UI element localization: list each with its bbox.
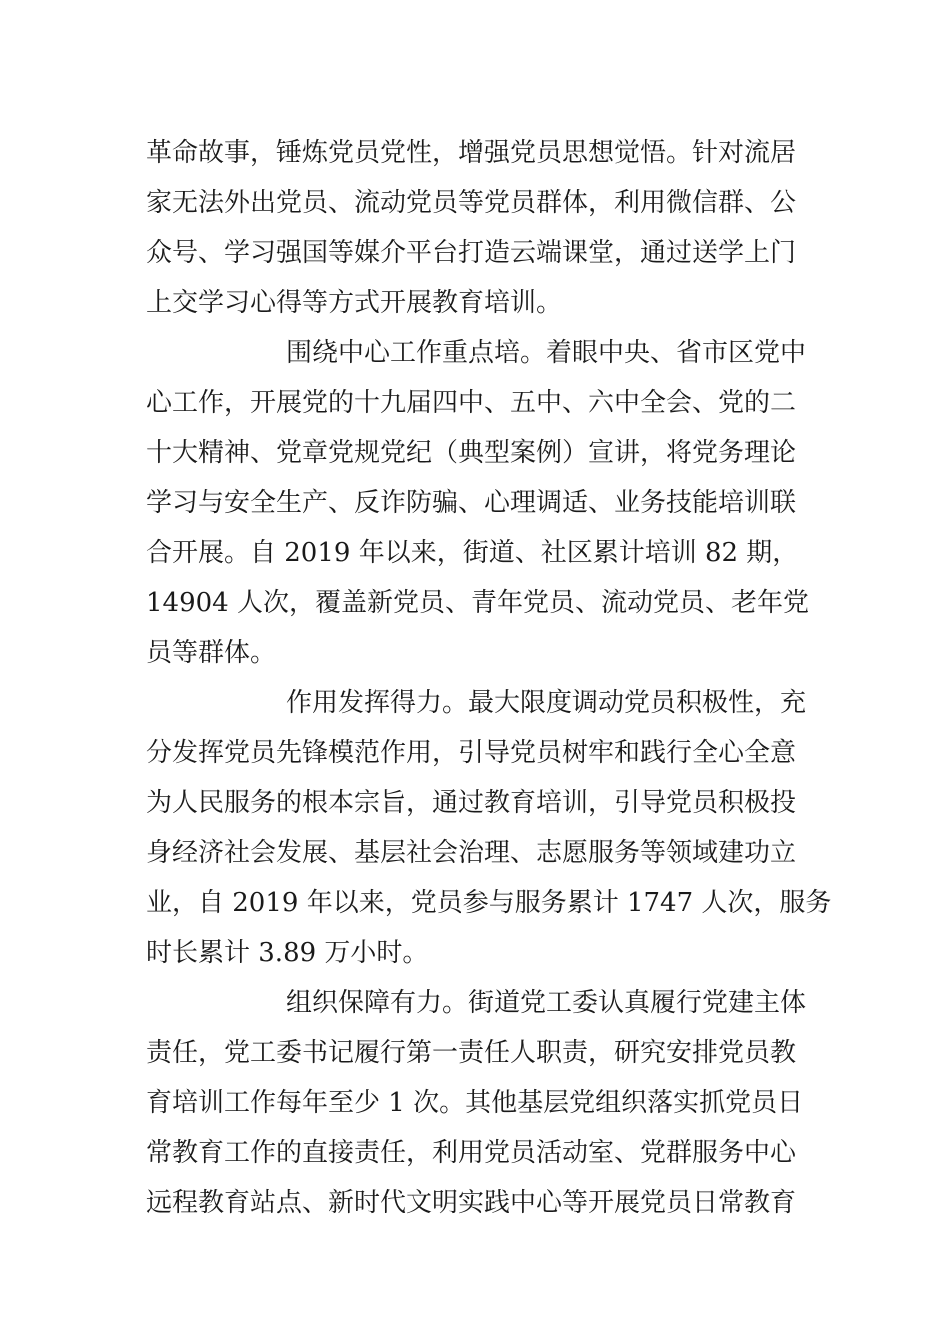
paragraph-2-line-4: 学习与安全生产、反诈防骗、心理调适、业务技能培训联 [146,488,797,518]
paragraph-4-line-5: 远程教育站点、新时代文明实践中心等开展党员日常教育 [146,1188,797,1218]
paragraph-2-line-6: 14904 人次，覆盖新党员、青年党员、流动党员、老年党 [146,588,809,618]
paragraph-3-line-4: 身经济社会发展、基层社会治理、志愿服务等领域建功立 [146,838,797,868]
paragraph-2-line-3: 十大精神、党章党规党纪（典型案例）宣讲，将党务理论 [146,438,797,468]
paragraph-3-line-5: 业，自 2019 年以来，党员参与服务累计 1747 人次，服务 [146,888,832,918]
paragraph-4-line-1: 组织保障有力。街道党工委认真履行党建主体 [286,988,807,1018]
paragraph-3-line-2: 分发挥党员先锋模范作用，引导党员树牢和践行全心全意 [146,738,797,768]
body-text [146,128,832,1228]
paragraph-1-line-1: 革命故事，锤炼党员党性，增强党员思想觉悟。针对流居 [146,138,797,168]
paragraph-2-line-2: 心工作，开展党的十九届四中、五中、六中全会、党的二 [146,388,797,418]
paragraph-1-line-2: 家无法外出党员、流动党员等党员群体，利用微信群、公 [146,188,797,218]
paragraph-3-line-1: 作用发挥得力。最大限度调动党员积极性，充 [286,688,807,718]
paragraph-2-line-5: 合开展。自 2019 年以来，街道、社区累计培训 82 期， [146,538,799,568]
paragraph-2-line-1: 围绕中心工作重点培。着眼中央、省市区党中 [286,338,807,368]
paragraph-1-line-4: 上交学习心得等方式开展教育培训。 [146,288,563,318]
paragraph-3-line-3: 为人民服务的根本宗旨，通过教育培训，引导党员积极投 [146,788,797,818]
paragraph-3-line-6: 时长累计 3.89 万小时。 [146,938,429,968]
paragraph-1-line-3: 众号、学习强国等媒介平台打造云端课堂，通过送学上门 [146,238,797,268]
paragraph-4-line-3: 育培训工作每年至少 1 次。其他基层党组织落实抓党员日 [146,1088,804,1118]
paragraph-4-line-4: 常教育工作的直接责任，利用党员活动室、党群服务中心 [146,1138,797,1168]
paragraph-2-line-7: 员等群体。 [146,638,277,668]
paragraph-4-line-2: 责任，党工委书记履行第一责任人职责，研究安排党员教 [146,1038,797,1068]
